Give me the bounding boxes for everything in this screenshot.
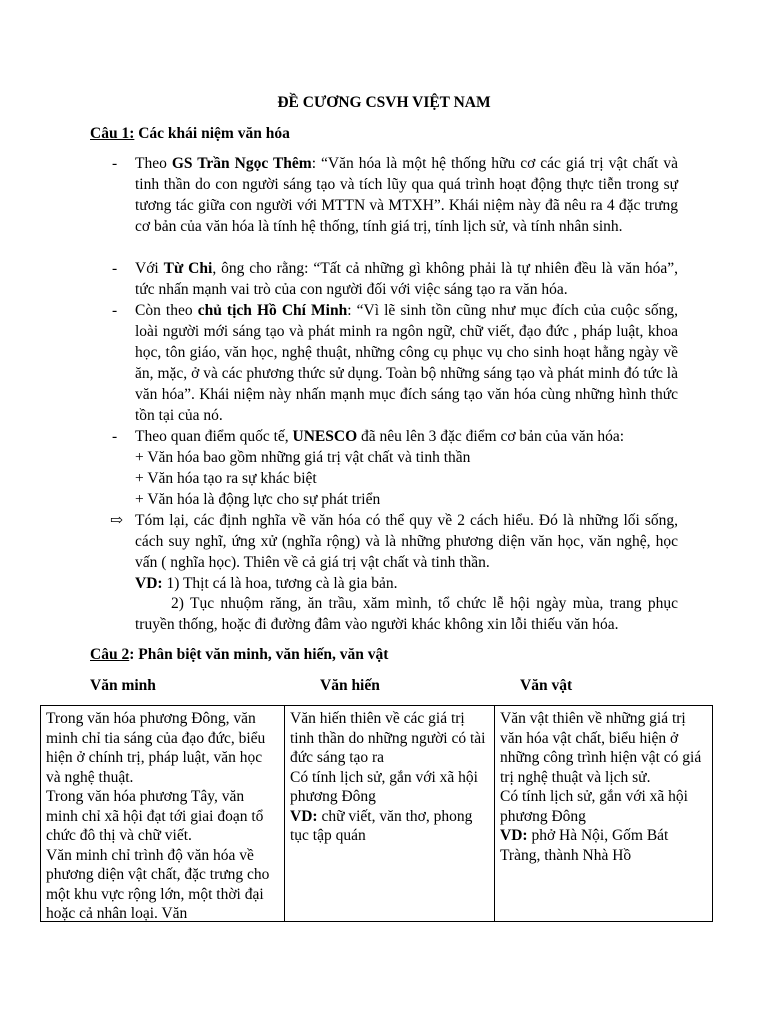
list-item: [90, 154, 678, 238]
item-bold: UNESCO: [292, 428, 358, 445]
table-cell-van-minh: [41, 706, 285, 922]
dash-bullet: -: [112, 155, 118, 172]
example-2: [90, 594, 678, 636]
example-label: VD:: [290, 807, 318, 825]
question-1-label: Câu 1:: [90, 125, 135, 142]
item-bold: GS Trần Ngọc Thêm: [171, 155, 312, 172]
item-text: Còn theo: [135, 302, 198, 319]
summary-item: [90, 511, 678, 595]
example-label: VD:: [135, 574, 163, 592]
arrow-right-icon: ⇨: [110, 512, 123, 529]
example-text: 1) Thịt cá là hoa, tương cà là gia bản.: [162, 574, 398, 592]
item-bold: chủ tịch Hồ Chí Minh: [197, 302, 348, 319]
cell-paragraph: Có tính lịch sử, gắn với xã hội phương Đông: [500, 788, 688, 825]
cell-paragraph: Văn hiến thiên về các giá trị tinh thần do những người có tài đức sáng tạo ra: [290, 710, 486, 766]
column-heading-van-hien: Văn hiến: [320, 677, 380, 694]
cell-paragraph: Trong văn hóa phương Đông, văn minh chỉ tia sáng của đạo đức, biểu hiện ở chính trị, pháp luật, văn học và nghệ thuật.: [46, 710, 266, 786]
item-text: đã nêu lên 3 đặc điểm cơ bản của văn hóa:: [357, 428, 625, 445]
table-cell-van-hien: [285, 706, 495, 922]
cell-paragraph: Văn vật thiên về những giá trị văn hóa vật chất, biểu hiện ở những công trình hiện vật có giá trị nghệ thuật và lịch sử.: [500, 710, 702, 786]
dash-bullet: -: [112, 302, 118, 319]
question-2-heading: [90, 646, 388, 664]
example-label: VD:: [500, 827, 528, 844]
question-2-title: : Phân biệt văn minh, văn hiến, văn vật: [129, 646, 389, 663]
cell-paragraph: Có tính lịch sử, gắn với xã hội phương Đông: [290, 768, 478, 805]
cell-paragraph: Trong văn hóa phương Tây, văn minh chỉ xã hội đạt tới giai đoạn tổ chức đô thị và chữ viết.: [46, 788, 264, 844]
item-text: , ông cho rằng: “Tất cả những gì không phải là tự nhiên đều là văn hóa”, tức nhấn mạnh vai trò của con người đối với việc sáng tạo ra văn hóa.: [135, 260, 678, 298]
unesco-point: + Văn hóa tạo ra sự khác biệt: [135, 470, 317, 487]
item-bold: Từ Chi: [163, 260, 213, 277]
summary-text: Tóm lại, các định nghĩa về văn hóa có thể quy về 2 cách hiểu. Đó là những lối sống, cách suy nghĩ, ứng xử (nghĩa rộng) và là những phương diện văn học, văn nghệ, học vấn ( nghĩa học). Thiên về cả giá trị vật chất và tinh thần.: [135, 512, 678, 571]
item-text: : “Văn hóa là một hệ thống hữu cơ các giá trị vật chất và tinh thần do con người sáng tạo và tích lũy qua quá trình hoạt động thực tiễn trong sự tương tác giữa con người với MTTN và MTXH”. Khái niệm này đã nêu ra 4 đặc trưng cơ bản của văn hóa là tính hệ thống, tính giá trị, tính lịch sử, và tính nhân sinh.: [135, 155, 678, 235]
list-item: [90, 427, 678, 448]
example-1: [135, 574, 678, 595]
example-text: 2) Tục nhuộm răng, ăn trầu, xăm mình, tổ chức lễ hội ngày mùa, trang phục truyền thống, hoặc đi đường đâm vào người khác không xin lỗi thiếu văn hóa.: [135, 595, 678, 633]
cell-paragraph: Văn minh chỉ trình độ văn hóa về phương diện vật chất, đặc trưng cho một khu vực rộng lớn, một thời đại hoặc cả nhân loại. Văn: [46, 846, 270, 921]
table-cell-van-vat: [495, 706, 713, 922]
question-1-heading: [90, 125, 290, 143]
cell-example: [500, 826, 707, 865]
question-2-label: Câu 2: [90, 646, 130, 663]
example-text: phở Hà Nội, Gốm Bát Tràng, thành Nhà Hồ: [500, 827, 669, 864]
example-text: chữ viết, văn thơ, phong tục tập quán: [290, 807, 473, 844]
item-text: : “Vì lẽ sinh tồn cũng như mục đích của cuộc sống, loài người mới sáng tạo và phát minh ra ngôn ngữ, chữ viết, đạo đức , pháp luật, khoa học, tôn giáo, văn học, nghệ thuật, những công cụ phục vụ cho sinh hoạt hằng ngày về ăn, mặc, ở và các phương thức sử dụng. Toàn bộ những sáng tạo và phát minh đó tức là văn hóa”. Khái niệm này nhấn mạnh mục đích sáng tạo văn hóa cùng những hình thức tồn tại của nó.: [135, 302, 678, 424]
list-item: [90, 259, 678, 301]
unesco-point: + Văn hóa là động lực cho sự phát triển: [135, 491, 381, 508]
dash-bullet: -: [112, 428, 118, 445]
item-text: Theo: [135, 155, 172, 172]
list-item: [90, 301, 678, 426]
item-text: Với: [135, 260, 164, 277]
item-text: Theo quan điểm quốc tế,: [135, 428, 293, 445]
table-row: [41, 706, 713, 922]
comparison-table: [40, 705, 713, 922]
column-heading-van-minh: Văn minh: [90, 677, 156, 694]
document-title: ĐỀ CƯƠNG CSVH VIỆT NAM: [277, 94, 491, 111]
question-1-title: Các khái niệm văn hóa: [134, 125, 290, 142]
cell-example: [290, 807, 489, 846]
unesco-point: + Văn hóa bao gồm những giá trị vật chất và tinh thần: [135, 449, 471, 466]
column-heading-van-vat: Văn vật: [520, 677, 573, 694]
dash-bullet: -: [112, 260, 118, 277]
